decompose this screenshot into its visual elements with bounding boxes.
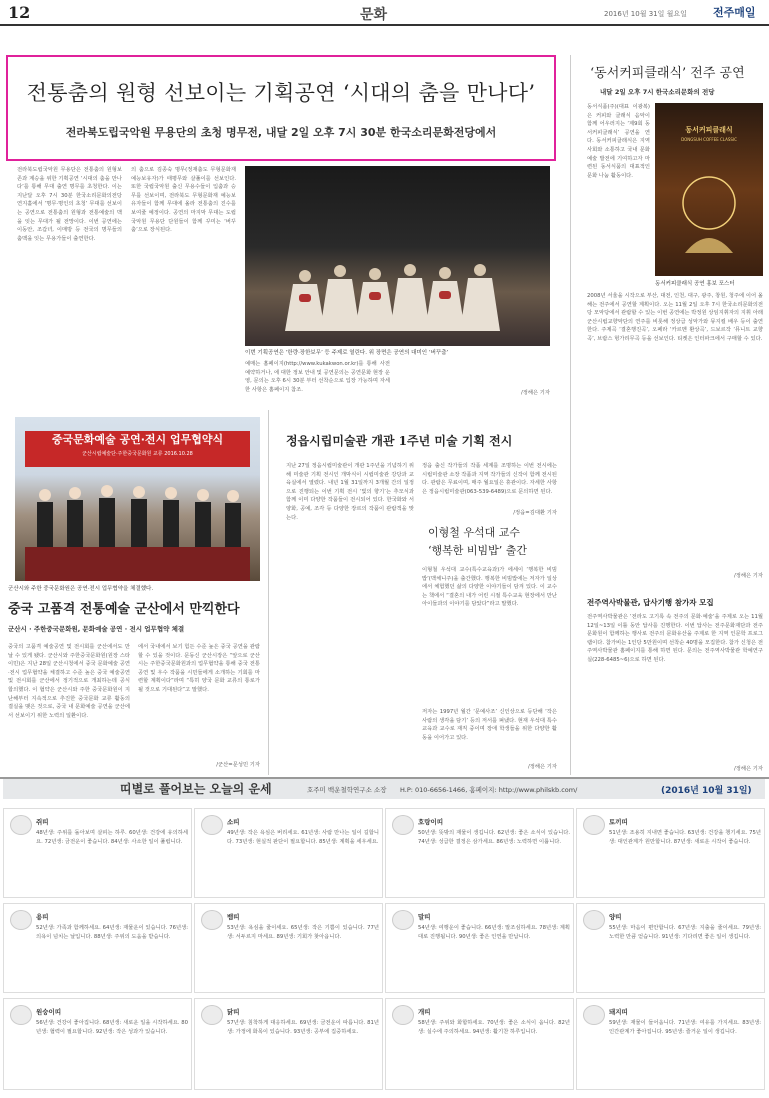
- sign-text: 52년생: 가족과 함께하세요. 64년생: 재물운이 있습니다. 76년생: 의욕이 넘치는 날입니다. 88년생: 주위의 도움을 받습니다.: [36, 925, 188, 940]
- book-title: 이형철 우석대 교수: [428, 526, 521, 539]
- fortune-cell: [194, 998, 383, 1090]
- sign-text: 55년생: 마음이 편안합니다. 67년생: 지출을 줄이세요. 79년생: 노력한 만큼 얻습니다. 91년생: 기다리면 좋은 일이 생깁니다.: [609, 925, 761, 940]
- horse-icon: [392, 910, 414, 930]
- fortune-contact: H.P: 010-6656-1466, 홈페이지: http://www.philskb.com/: [400, 786, 578, 794]
- column-divider: [570, 55, 571, 775]
- column-divider-2: [268, 410, 269, 775]
- rat-icon: [10, 815, 32, 835]
- book-byline: /정해은 기자: [527, 764, 557, 770]
- fortune-cell: [194, 903, 383, 993]
- sheep-icon: [583, 910, 605, 930]
- paper-name: 전주매일: [713, 6, 756, 19]
- right-top-col-1: 동서식품(주)(대표 이광복)은 커피와 클래식 음악이 함께 어우러지는 ‘제9회 동서커피클래식’ 공연을 연다. 동서커피클래식은 지역사회와 소통하고 국내 문화예술 발전에 기여하고자 마련된 동서식품의 대표적인 문화 나눔 활동이다.: [587, 104, 650, 179]
- fortune-cell: [194, 808, 383, 898]
- fortune-date: (2016년 10월 31일): [661, 786, 752, 796]
- lead-byline: /정해은 기자: [520, 390, 550, 396]
- sign-text: 51년생: 조용히 지내면 좋습니다. 63년생: 건강을 챙기세요. 75년생: 대인관계가 원만합니다. 87년생: 새로운 시작이 좋습니다.: [609, 830, 761, 845]
- jeongeup-byline: /정읍=김대환 기자: [513, 510, 557, 516]
- signing-ceremony-photo: [15, 417, 260, 581]
- lead-col-4: 예매는 홈페이지(http://www.kukakwon.or.kr)를 통해 사전 예약하거나, 에 대한 정보 안내 및 공연문의는 공연문화 현장 운영, 문의는 오후 6시 30분 부터 선착순으로 입장 가능하며 자세한 사항은 홈페이지 참조.: [245, 361, 390, 393]
- right-top-title: ‘동서커피클래식’ 전주 공연: [590, 66, 745, 81]
- jeongeup-col-2: 정읍 출신 작가들의 작품 세계를 조명하는 이번 전시에는 시립미술관 소장 작품과 지역 작가들의 신작이 함께 전시된다. 관람은 무료이며, 매주 월요일은 휴관이다. 자세한 사항은 정읍시립미술관(063-539-6489)으로 문의하면 된다.: [422, 463, 557, 495]
- right-top-subtitle: 내달 2일 오후 7시 한국소리문화의 전당: [600, 88, 715, 96]
- page-header: [0, 0, 769, 24]
- sign-text: 53년생: 욕심을 줄이세요. 65년생: 작은 기쁨이 있습니다. 77년생: 서두르지 마세요. 89년생: 기회가 찾아옵니다.: [227, 925, 379, 940]
- dog-icon: [392, 1005, 414, 1025]
- jeongeup-title: 정읍시립미술관 개관 1주년 미술 기획 전시: [286, 434, 513, 448]
- sign-name: 말띠: [418, 913, 431, 921]
- sign-name: 쥐띠: [36, 818, 49, 826]
- sign-text: 49년생: 작은 욕심은 버리세요. 61년생: 사람 만나는 일이 길합니다. 73년생: 현실적 판단이 필요합니다. 85년생: 계획을 세우세요.: [227, 830, 379, 845]
- museum-title: 전주역사박물관, 답사기행 참가자 모집: [587, 598, 714, 607]
- sign-name: 돼지띠: [609, 1008, 628, 1016]
- museum-body: 전주역사박물관은 ‘전라도 고기록 속 전주의 문화·예술’을 주제로 오는 11월 12일~13일 이틀 동안 답사를 진행한다. 이번 답사는 전주문화재단과 전주문화원이 함께하는 행사로 전주의 문화유산을 주제로 한 지역 인문학 프로그램이다. 참가비는 1인당 5만원이며 선착순 40명을 모집한다. 참가 신청은 전주역사박물관 홈페이지를 통해 하면 된다. 문의는 전주역사박물관 학예연구실(228-6485~6)으로 하면 된다.: [587, 614, 763, 663]
- fortune-cell: [385, 903, 574, 993]
- sign-name: 호랑이띠: [418, 818, 444, 826]
- concert-poster: [655, 103, 763, 276]
- banner-title: 중국문화예술 공연·전시 업무협약식: [51, 433, 224, 446]
- museum-byline: /정해은 기자: [733, 766, 763, 772]
- sign-name: 양띠: [609, 913, 622, 921]
- gunsan-subtitle: 군산시 · 주한중국문화원, 문화예술 공연 · 전시 업무협약 체결: [8, 625, 185, 633]
- issue-date: 2016년 10월 31일 월요일: [604, 10, 687, 18]
- right-top-col-2: 2008년 서울을 시작으로 부산, 대전, 인천, 대구, 광주, 창원, 청주에 이어 올해는 전주에서 공연할 계획이다. 오는 11월 2일 오후 7시 한국소리문화의전당 모악당에서 관람할 수 있는 이번 공연에는 박정원 상임지휘자의 지휘 아래 군산시립교향악단의 연주를 비롯해 정상급 성악가와 뮤지컬 배우 등이 출연한다. 주제곡 ‘결혼행진곡’, 오페라 ‘카르멘 환상곡’, 드보르작 ‘뮤니트 교향곡’, 브람스 헝가리무곡 등을 선보인다. 티켓은 인터파크에서 구매할 수 있다.: [587, 293, 763, 342]
- page-number: 12: [8, 3, 31, 22]
- gunsan-byline: /군산=문성민 기자: [216, 762, 260, 768]
- ox-icon: [201, 815, 223, 835]
- poster-title: 동서커피클래식: [685, 126, 733, 134]
- rabbit-icon: [583, 815, 605, 835]
- poster-caption: 동서커피클래식 공연 홍보 포스터: [655, 281, 735, 287]
- fortune-provider: 호주미 백운철학연구소 소장: [307, 786, 387, 794]
- sign-text: 48년생: 주위를 돌아보며 살피는 하루. 60년생: 건강에 유의하세요. 72년생: 금전운이 좋습니다. 84년생: 사소한 일이 풀립니다.: [36, 830, 188, 845]
- sign-name: 소띠: [227, 818, 240, 826]
- fortune-title: 띠별로 풀어보는 오늘의 운세: [120, 782, 272, 796]
- rooster-icon: [201, 1005, 223, 1025]
- lead-photo-caption: 이번 기획공연은 ‘한량·장한보무’ 등 주제로 열린다. 위 장면은 공연의 대미인 ‘버꾸춤’: [245, 350, 449, 356]
- sign-name: 원숭이띠: [36, 1008, 62, 1016]
- gunsan-title: 중국 고품격 전통예술 군산에서 만끽한다: [8, 602, 240, 617]
- dancers-illustration: [245, 166, 550, 346]
- dragon-icon: [10, 910, 32, 930]
- fortune-cell: [3, 903, 192, 993]
- officials-illustration: [15, 417, 260, 581]
- jeongeup-col-1: 지난 27일 정읍시립미술관이 개관 1주년을 기념하기 위해 미술관 기획 전시인 개막식이 시립미술관 강당과 교육실에서 열렸다. 내년 1월 31일까지 3개월 간의 일정으로 진행되는 이번 기획 전시 ‘빛의 향기’는 추모식과 함께 이미 다양한 작품들이 전시되어 있다. 한국화와 서양화, 공예, 조각 등 다양한 장르의 작품이 관람객을 맞는다.: [286, 463, 414, 521]
- gunsan-col-1: 중국의 고품격 예술공연 및 전시회를 군산에서도 만날 수 있게 됐다. 군산시와 주한중국문화원(원장 스타이민)은 지난 28일 군산시청에서 중국 문화예술 공연·전시 업무협약을 체결하고 수준 높은 중국 예술공연 및 전시회를 군산에서 정기적으로 개최하는데 공식 합의했다. 이 협약은 군산시와 주한 중국문화원이 지난해부터 지속적으로 추진한 중국문화 교류 활동의 결실을 맺은 것으로, 중국 내 문화예술 공연을 군산에서 선보이기 위한 노력의 일환이다.: [8, 644, 130, 719]
- sign-text: 59년생: 재물이 들어옵니다. 71년생: 여유를 가지세요. 83년생: 인간관계가 좋아집니다. 95년생: 즐거운 일이 생깁니다.: [609, 1020, 761, 1035]
- fortune-cell: [576, 903, 765, 993]
- fortune-cell: [576, 998, 765, 1090]
- ceremony-caption: 군산시와 주한 중국문화원은 공연·전시 업무협약을 체결했다.: [8, 586, 154, 592]
- fortune-grid: [3, 808, 765, 1094]
- lead-subtitle: 전라북도립국악원 무용단의 초청 명무전, 내달 2일 오후 7시 30분 한국소리문화전당에서: [65, 126, 497, 139]
- fortune-cell: [385, 808, 574, 898]
- orchestra-illustration: [655, 103, 763, 276]
- sign-name: 닭띠: [227, 1008, 240, 1016]
- lead-title: 전통춤의 원형 선보이는 기획공연 ‘시대의 춤을 만나다’: [26, 81, 536, 105]
- fortune-cell: [3, 998, 192, 1090]
- pig-icon: [583, 1005, 605, 1025]
- right-top-byline: /정해은 기자: [733, 573, 763, 579]
- fortune-cell: [385, 998, 574, 1090]
- sign-text: 56년생: 건강이 좋아집니다. 68년생: 새로운 일을 시작하세요. 80년생: 협력이 필요합니다. 92년생: 작은 성과가 있습니다.: [36, 1020, 188, 1035]
- poster-subtitle: DONGSUH COFFEE CLASSIC: [681, 137, 737, 142]
- gunsan-col-2: 에서 국내에서 보기 힘든 수준 높은 중국 공연을 관람할 수 있을 것이다. 문동신 군산시장은 “앞으로 군산시는 주한중국문화원과의 업무협약을 통해 중국 전통 공연 및 우수 작품을 시민들에게 소개하는 기회를 마련할 계획이다”라며 “특히 양국 문화 교류의 통로가 될 것으로 기대된다”고 말했다.: [138, 644, 260, 693]
- sign-name: 뱀띠: [227, 913, 240, 921]
- sign-name: 토끼띠: [609, 818, 628, 826]
- fortune-cell: [576, 808, 765, 898]
- lead-dance-photo: [245, 166, 550, 346]
- book-subtitle: ‘행복한 비빔밥’ 출간: [428, 544, 527, 557]
- lead-headline-box: [6, 55, 556, 161]
- header-rule: [0, 24, 769, 26]
- lead-col-1: 전라북도립국악원 무용단은 전통춤의 원형보존과 계승을 위한 기획공연 ‘시대의 춤을 만나다’를 통해 무대 출연 명무를 초청한다. 이는 지난달 오후 7시 30분 한국소리문화의전당 연지홀에서 ‘명무·명인의 초청’ 무대를 선보이는 공연으로 전통춤의 원형과 전통예술의 맥을 잇는 무대가 될 전망이다. 이번 공연에는 이동안, 조갑녀, 이매방 등 전국의 명무들의 춤맥을 잇는 무용가들이 출연한다.: [17, 167, 122, 242]
- sign-text: 57년생: 침착하게 대응하세요. 69년생: 금전운이 따릅니다. 81년생: 가정에 화목이 있습니다. 93년생: 공부에 집중하세요.: [227, 1020, 379, 1035]
- banner-subtitle: 군산시립예술단·주한중국문화원 교류 2016.10.28: [82, 451, 193, 457]
- snake-icon: [201, 910, 223, 930]
- sign-name: 용띠: [36, 913, 49, 921]
- book-col-1: 이형철 우석대 교수(특수교육과)가 에세이 ‘행복한 비빔밥’(맥체니주)을 출간했다. 행복한 비빔밥에는 저자가 일상에서 체험했던 삶의 다양한 이야기들이 담겨 있다. 이 교수는 책에서 “결혼의 내가 어린 시절 특수교육 현장에서 만난 아이들과의 이야기를 담았다”라고 말했다.: [422, 567, 557, 608]
- sign-text: 58년생: 주위와 화합하세요. 70년생: 좋은 소식이 옵니다. 82년생: 실수에 주의하세요. 94년생: 활기찬 하루입니다.: [418, 1020, 570, 1035]
- sign-name: 개띠: [418, 1008, 431, 1016]
- fortune-cell: [3, 808, 192, 898]
- section-name: 문화: [360, 7, 388, 23]
- sign-text: 50년생: 뜻밖의 재물이 생깁니다. 62년생: 좋은 소식이 있습니다. 74년생: 성급한 결정은 삼가세요. 86년생: 노력하면 이룹니다.: [418, 830, 570, 845]
- sign-text: 54년생: 여행운이 좋습니다. 66년생: 말조심하세요. 78년생: 계획대로 진행됩니다. 90년생: 좋은 인연을 만납니다.: [418, 925, 570, 940]
- tiger-icon: [392, 815, 414, 835]
- book-col-2: 저자는 1997년 월간 ‘문예사조’ 신인상으로 등단해 ‘작은 사람의 생각을 담기’ 등의 저서를 펴냈다. 현재 우석대 특수교육과 교수로 재직 중이며 장애 학생들을 위한 다양한 활동을 이어가고 있다.: [422, 709, 557, 741]
- lead-col-2: 의 춤으로 김종숙 명무(정재춤도 무형문화재 예능보유자)가 태평무와 살풀이를 선보인다. 또한 국립국악원 출신 무용수들이 입춤과 승무를 선보이며, 전라북도 무형문화재 예능보유자들이 함께 무대에 올라 전통춤의 진수를 보여줄 예정이다. 공연의 마지막 무대는 도립국악원 무용단 단원들이 함께 꾸미는 ‘버꾸춤’으로 장식된다.: [131, 167, 236, 234]
- monkey-icon: [10, 1005, 32, 1025]
